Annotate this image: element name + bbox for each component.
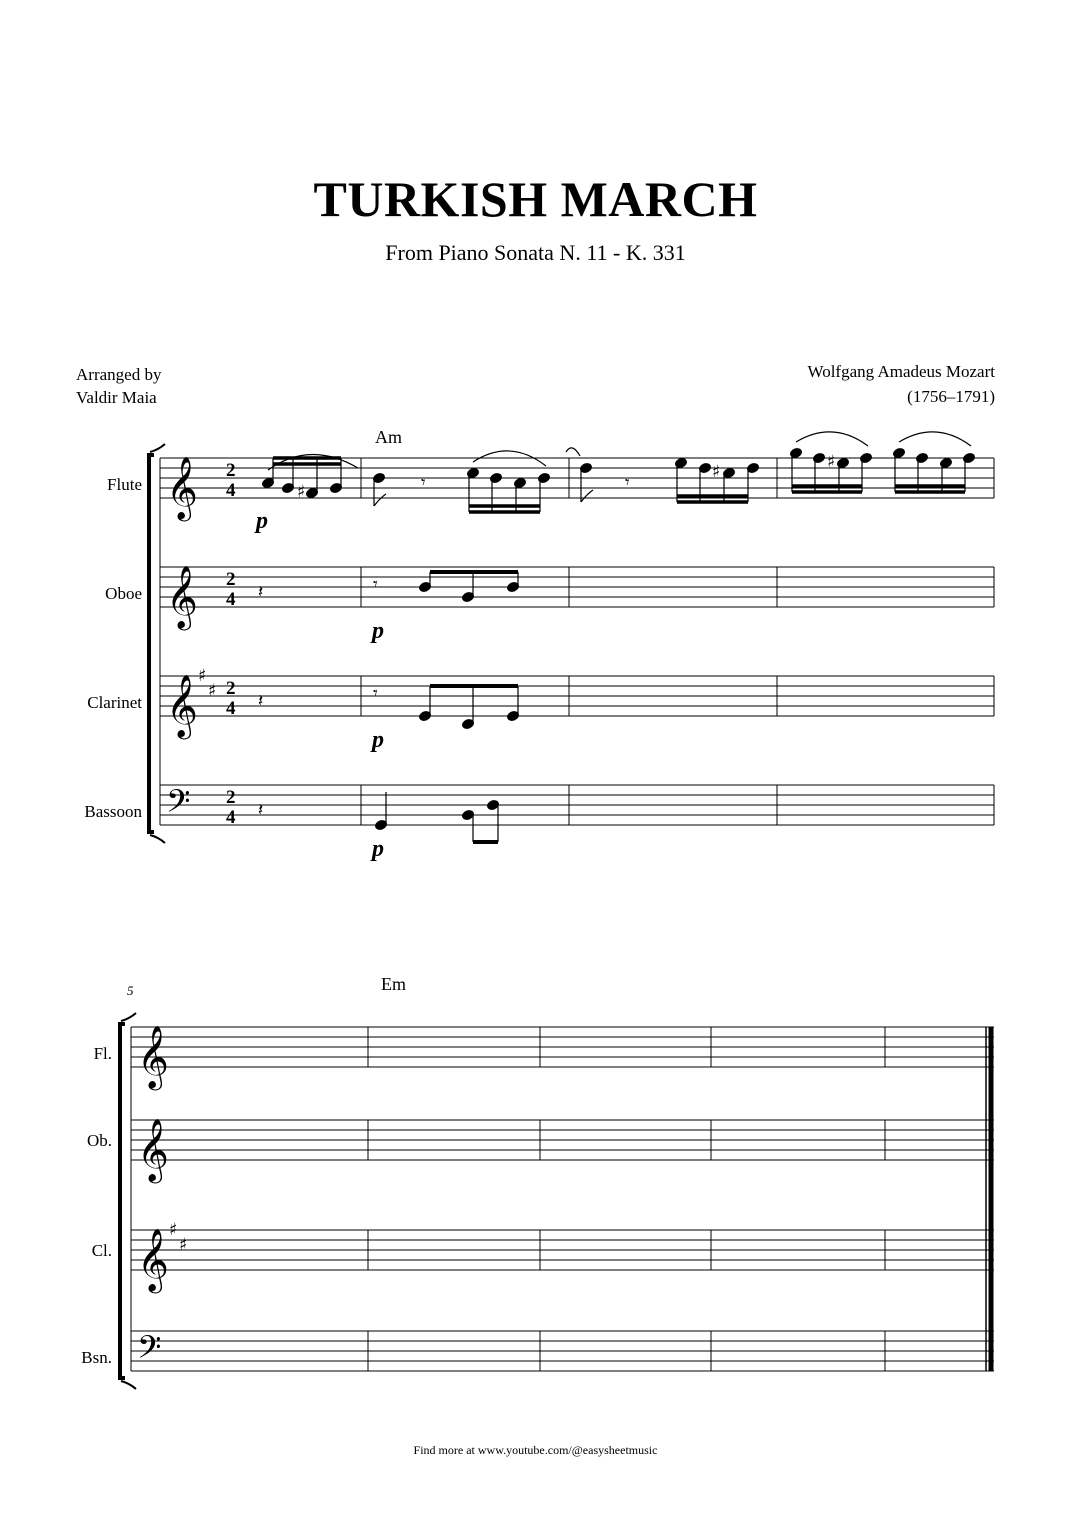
chord-symbol: Am [375,427,402,447]
arranger-name: Valdir Maia [76,388,157,407]
measure-number: 5 [127,983,134,998]
note-group [566,448,760,502]
svg-text:𝄾: 𝄾 [421,473,426,493]
dynamic-marking: p [256,508,268,534]
svg-text:2: 2 [226,678,236,699]
instrument-label-bassoon: Bassoon [84,802,142,821]
staff-oboe [131,1120,994,1160]
dynamic-marking: p [372,836,384,862]
system-2 [120,1013,994,1389]
time-signature-oboe [226,569,236,610]
sharp-icon: ♯ [169,1220,178,1240]
eighth-rest-icon: 𝄾 [373,574,378,595]
composer-dates: (1756–1791) [907,387,995,406]
instrument-label-flute: Flute [107,475,142,494]
treble-clef-icon: 𝄞 [137,1025,169,1088]
instrument-label-bassoon-short: Bsn. [81,1348,112,1367]
bass-clef-icon: 𝄢 [137,1329,162,1373]
quarter-rest-icon: 𝄽 [258,691,264,711]
svg-text:2: 2 [226,460,236,481]
dynamic-marking: p [372,618,384,644]
svg-text:4: 4 [226,480,236,501]
instrument-label-oboe: Oboe [105,584,142,603]
dynamic-marking: p [372,727,384,753]
treble-clef-icon: 𝄞 [166,674,198,737]
system-bracket [149,455,154,832]
svg-text:♯: ♯ [827,452,836,472]
score-subtitle: From Piano Sonata N. 11 - K. 331 [385,240,686,265]
staff-flute [131,1027,994,1067]
treble-clef-icon: 𝄞 [166,456,198,519]
svg-text:2: 2 [226,787,236,808]
sharp-icon: ♯ [208,681,217,701]
instrument-label-flute-short: Fl. [93,1044,112,1063]
score-title: TURKISH MARCH [313,171,758,227]
staff-clarinet [131,1230,994,1270]
quarter-rest-icon: 𝄽 [258,800,264,820]
sharp-icon: ♯ [198,666,207,686]
sharp-icon: ♯ [179,1235,188,1255]
treble-clef-icon: 𝄞 [137,1228,169,1291]
time-signature-clarinet [226,678,236,719]
svg-text:4: 4 [226,698,236,719]
quarter-rest-icon: 𝄽 [258,582,264,602]
chord-symbol: Em [381,974,406,994]
note-group [372,451,550,512]
svg-text:4: 4 [226,589,236,610]
treble-clef-icon: 𝄞 [137,1118,169,1181]
bass-clef-icon: 𝄢 [166,783,191,827]
svg-text:2: 2 [226,569,236,590]
composer-name: Wolfgang Amadeus Mozart [807,362,995,381]
staff-clarinet [160,676,994,716]
system-bracket [120,1024,125,1378]
svg-text:𝄾: 𝄾 [625,473,630,493]
treble-clef-icon: 𝄞 [166,565,198,628]
eighth-rest-icon: 𝄾 [373,683,378,704]
staff-oboe [160,567,994,607]
instrument-label-oboe-short: Ob. [86,1131,112,1150]
note-group [789,432,975,492]
staff-bassoon [160,785,994,825]
instrument-label-clarinet: Clarinet [87,693,142,712]
footer-link[interactable]: Find more at www.youtube.com/@easysheetmusic [413,1443,658,1457]
instrument-label-clarinet-short: Cl. [91,1241,112,1260]
system-1 [149,444,994,843]
staff-bassoon [131,1331,994,1371]
time-signature-flute [226,460,236,501]
arranger-line1: Arranged by [76,365,162,384]
sharp-icon: ♯ [297,482,306,502]
svg-text:♯: ♯ [712,462,721,482]
time-signature-bassoon [226,787,236,828]
svg-text:4: 4 [226,807,236,828]
